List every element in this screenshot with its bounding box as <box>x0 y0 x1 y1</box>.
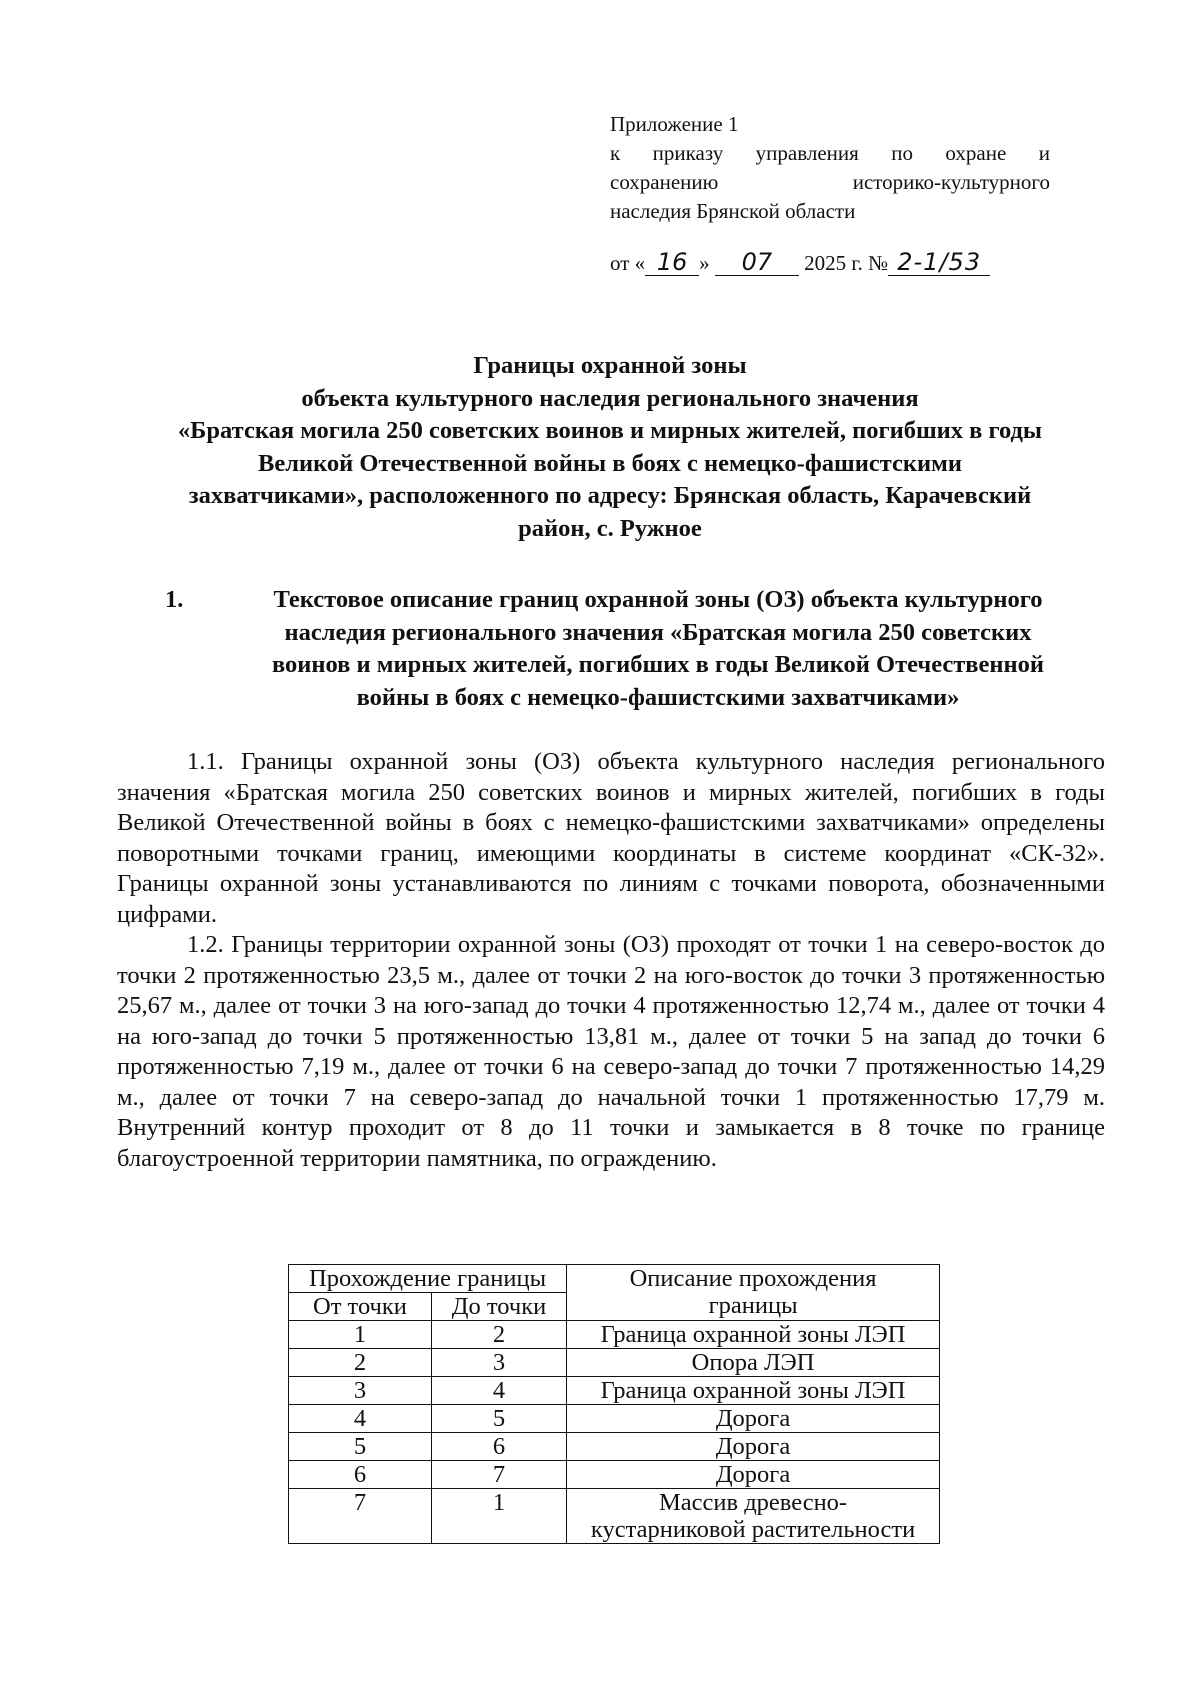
section-heading-line: воинов и мирных жителей, погибших в годы Великой Отечественной <box>271 651 1045 678</box>
table-row <box>289 1349 940 1377</box>
paragraph: 1.1. Границы охранной зоны (ОЗ) объекта культурного наследия регионального значения «Братская могила 250 советских воинов и мирных жителей, погибших в годы Великой Отечественной войны в боях с немецко-фашистскими захватчиками» определены поворотными точками границ, имеющими координаты в системе координат «СК-32». Границы охранной зоны устанавливаются по линиям с точками поворота, обозначенными цифрами. <box>117 748 1105 928</box>
body-text <box>117 747 1105 1174</box>
section-heading-line: наследия регионального значения «Братская могила 250 советских <box>284 618 1032 646</box>
cell-description-line: кустарниковой растительности <box>590 1516 916 1543</box>
boundary-table <box>288 1264 940 1544</box>
order-day: 16 <box>645 249 699 276</box>
order-year: 2025 г. № <box>804 251 889 275</box>
header-description <box>567 1265 940 1321</box>
cell-from: 4 <box>289 1405 432 1433</box>
title-line: Границы охранной зоны <box>473 352 747 379</box>
title-line: захватчиками», расположенного по адресу: Брянская область, Карачевский <box>188 482 1032 509</box>
order-prefix: от « <box>610 251 646 275</box>
cell-description: Опора ЛЭП <box>567 1349 940 1377</box>
section-number: 1. <box>165 586 184 613</box>
title-line: «Братская могила 250 советских воинов и мирных жителей, погибших в годы <box>177 417 1043 444</box>
appendix-block <box>610 110 1050 226</box>
cell-to: 2 <box>431 1321 566 1349</box>
cell-to: 6 <box>431 1433 566 1461</box>
cell-to: 3 <box>431 1349 566 1377</box>
cell-to: 5 <box>431 1405 566 1433</box>
title-line: объекта культурного наследия регионального значения <box>301 384 919 412</box>
table-row <box>289 1377 940 1405</box>
document-title <box>110 350 1110 545</box>
cell-from: 5 <box>289 1433 432 1461</box>
paragraph: 1.2. Границы территории охранной зоны (ОЗ) проходят от точки 1 на северо-восток до точки 2 протяженностью 23,5 м., далее от точки 2 на юго-восток до точки 3 протяженностью 25,67 м., далее от точки 3 на юго-запад до точки 4 протяженностью 12,74 м., далее от точки 4 на юго-запад до точки 5 протяженностью 13,81 м., далее от точки 5 на запад до точки 6 протяженностью 7,19 м., далее от точки 6 на северо-запад до точки 7 протяженностью 14,29 м., далее от точки 7 на северо-запад до начальной точки 1 протяженностью 17,79 м. Внутренний контур проходит от 8 до 11 точки и замыкается в 8 точке по границе благоустроенной территории памятника, по ограждению. <box>117 931 1105 1172</box>
header-group: Прохождение границы <box>289 1265 567 1293</box>
cell-from: 6 <box>289 1461 432 1489</box>
header-description-line: Описание прохождения <box>629 1265 877 1292</box>
order-date-number <box>610 248 990 278</box>
cell-description: Граница охранной зоны ЛЭП <box>567 1377 940 1405</box>
header-to: До точки <box>431 1293 566 1321</box>
table-row <box>289 1461 940 1489</box>
cell-description: Граница охранной зоны ЛЭП <box>567 1321 940 1349</box>
cell-from: 2 <box>289 1349 432 1377</box>
section-heading <box>165 584 1105 714</box>
section-heading-line: Текстовое описание границ охранной зоны (ОЗ) объекта культурного <box>273 586 1043 613</box>
table-row <box>289 1405 940 1433</box>
cell-to: 4 <box>431 1377 566 1405</box>
table-row <box>289 1321 940 1349</box>
cell-description: Дорога <box>567 1433 940 1461</box>
order-month: 07 <box>715 249 799 276</box>
title-line: Великой Отечественной войны в боях с немецко-фашистскими <box>258 449 962 477</box>
order-mid: » <box>699 251 710 275</box>
cell-description-line: Массив древесно- <box>658 1489 848 1516</box>
cell-to: 1 <box>431 1489 566 1544</box>
appendix-line: сохранению историко-культурного <box>610 170 1050 194</box>
cell-to: 7 <box>431 1461 566 1489</box>
cell-from: 7 <box>289 1489 432 1544</box>
table-header-row <box>289 1265 940 1293</box>
header-from: От точки <box>289 1293 432 1321</box>
appendix-title: Приложение 1 <box>610 112 739 136</box>
table-row <box>289 1489 940 1544</box>
cell-from: 3 <box>289 1377 432 1405</box>
appendix-line: к приказу управления по охране и <box>610 141 1050 165</box>
table-row <box>289 1433 940 1461</box>
section-heading-line: войны в боях с немецко-фашистскими захватчиками» <box>356 683 960 711</box>
cell-description: Дорога <box>567 1461 940 1489</box>
cell-from: 1 <box>289 1321 432 1349</box>
appendix-line: наследия Брянской области <box>610 199 856 223</box>
order-number: 2-1/53 <box>888 249 990 276</box>
cell-description <box>567 1489 940 1544</box>
header-description-line: границы <box>708 1292 798 1319</box>
title-line: район, с. Ружное <box>518 514 702 542</box>
cell-description: Дорога <box>567 1405 940 1433</box>
